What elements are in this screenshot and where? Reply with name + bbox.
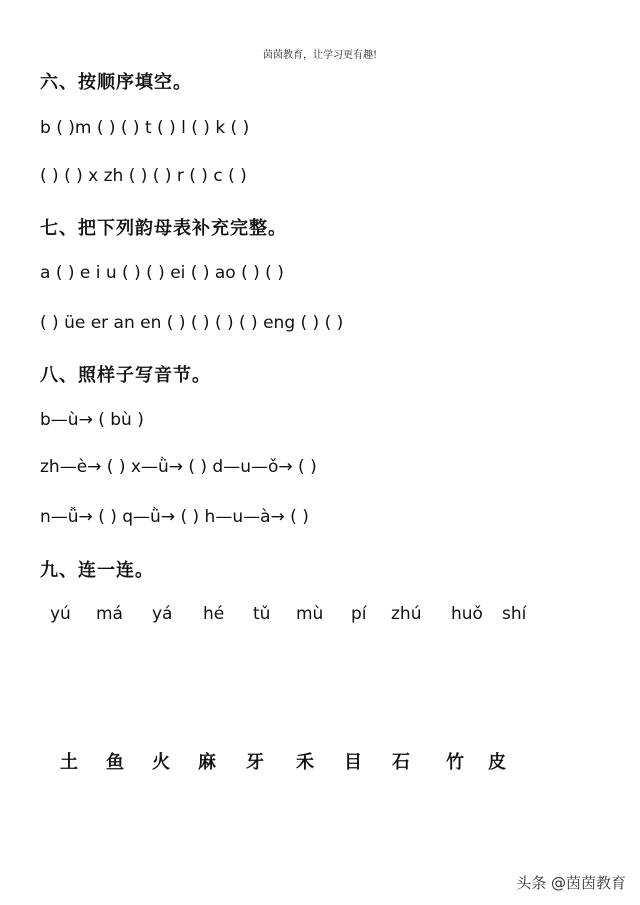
hanzi-item: 火 — [152, 752, 170, 773]
page-header: 茵茵教育，让学习更有趣! — [262, 50, 378, 61]
hanzi-item: 皮 — [488, 752, 506, 773]
section-title-7: 七、把下列韵母表补充完整。 — [40, 218, 287, 239]
section-title-6: 六、按顺序填空。 — [40, 72, 192, 93]
example-line: b—ù→ ( bù ) — [40, 410, 144, 430]
hanzi-item: 竹 — [446, 752, 464, 773]
exercise-line: ( ) üe er an en ( ) ( ) ( ) ( ) eng ( ) ( ) — [40, 313, 344, 333]
pinyin-item: hé — [203, 604, 225, 624]
pinyin-item: mù — [296, 604, 324, 624]
hanzi-item: 禾 — [296, 752, 314, 773]
pinyin-item: yá — [152, 604, 173, 624]
section-title-9: 九、连一连。 — [40, 560, 154, 581]
pinyin-item: yú — [50, 604, 71, 624]
exercise-line: zh—è→ ( ) x—ǜ→ ( ) d—u—ǒ→ ( ) — [40, 457, 317, 477]
pinyin-item: tǔ — [253, 604, 271, 624]
pinyin-item: pí — [351, 604, 367, 624]
pinyin-item: shí — [502, 604, 527, 624]
exercise-line: ( ) ( ) x zh ( ) ( ) r ( ) c ( ) — [40, 166, 247, 186]
hanzi-item: 鱼 — [106, 752, 124, 773]
exercise-line: b ( )m ( ) ( ) t ( ) l ( ) k ( ) — [40, 118, 250, 138]
pinyin-item: huǒ — [451, 604, 483, 624]
hanzi-item: 牙 — [246, 752, 264, 773]
pinyin-item: zhú — [391, 604, 422, 624]
exercise-line: n—ǚ→ ( ) q—ǜ→ ( ) h—u—à→ ( ) — [40, 507, 309, 527]
section-title-8: 八、照样子写音节。 — [40, 365, 211, 386]
hanzi-item: 石 — [392, 752, 410, 773]
hanzi-item: 目 — [344, 752, 362, 773]
pinyin-item: má — [96, 604, 123, 624]
watermark: 头条 @茵茵教育 — [516, 874, 626, 892]
exercise-line: a ( ) e i u ( ) ( ) ei ( ) ao ( ) ( ) — [40, 263, 284, 283]
hanzi-item: 土 — [60, 752, 78, 773]
hanzi-item: 麻 — [198, 752, 216, 773]
